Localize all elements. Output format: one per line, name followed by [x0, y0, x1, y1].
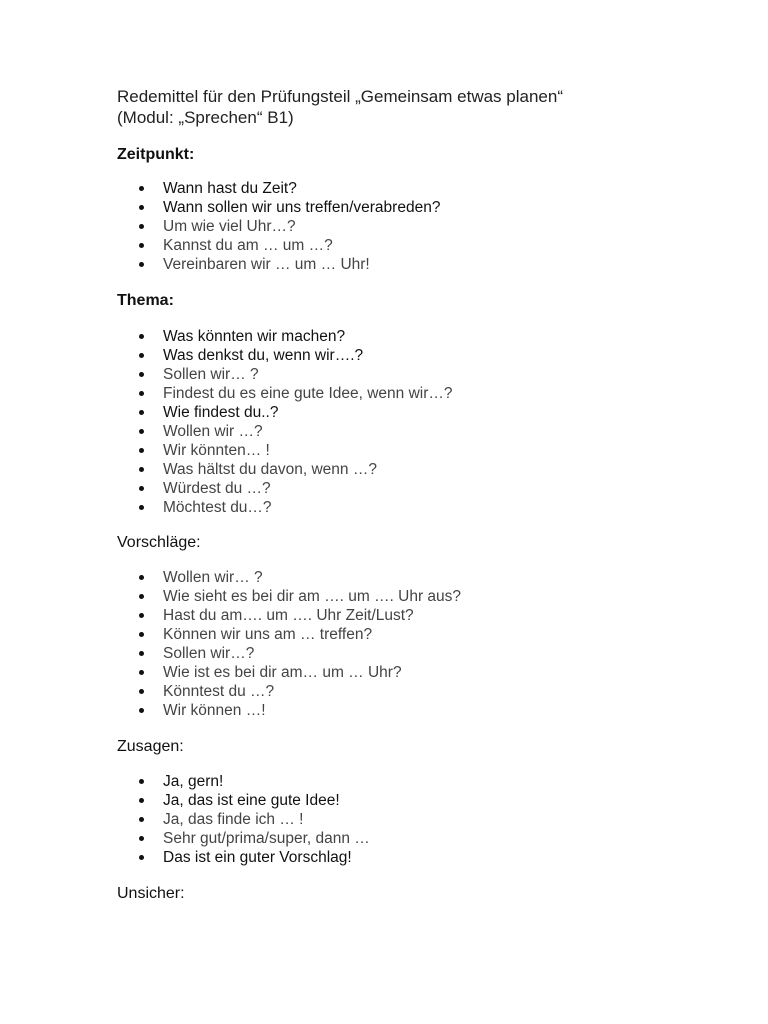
list-item: Was könnten wir machen?: [136, 327, 453, 346]
list-item: Sehr gut/prima/super, dann …: [136, 829, 370, 848]
bullet-icon: [139, 486, 144, 491]
list-item: Ja, das finde ich … !: [136, 810, 370, 829]
list-item: Das ist ein guter Vorschlag!: [136, 848, 370, 867]
section-heading-thema: Thema:: [117, 292, 174, 309]
bullet-icon: [139, 205, 144, 210]
list-item: Kannst du am … um …?: [136, 236, 440, 255]
list-item: Hast du am…. um …. Uhr Zeit/Lust?: [136, 606, 461, 625]
list-item: Um wie viel Uhr…?: [136, 217, 440, 236]
list-zusagen: [136, 772, 370, 867]
list-vorschlaege: [136, 568, 461, 720]
list-item: Sollen wir…?: [136, 644, 461, 663]
list-item: Wir könnten… !: [136, 441, 453, 460]
list-item: Ja, gern!: [136, 772, 370, 791]
section-heading-zeitpunkt: Zeitpunkt:: [117, 146, 195, 163]
title-line-1: Redemittel für den Prüfungsteil „Gemeinsam etwas planen“: [117, 87, 563, 106]
bullet-icon: [139, 391, 144, 396]
list-item: Wie findest du..?: [136, 403, 453, 422]
list-item: Würdest du …?: [136, 479, 453, 498]
title-line-2: (Modul: „Sprechen“ B1): [117, 108, 294, 127]
bullet-icon: [139, 798, 144, 803]
bullet-icon: [139, 779, 144, 784]
bullet-icon: [139, 372, 144, 377]
list-item: Wie sieht es bei dir am …. um …. Uhr aus?: [136, 587, 461, 606]
bullet-icon: [139, 836, 144, 841]
section-heading-zusagen: Zusagen:: [117, 738, 184, 755]
bullet-icon: [139, 855, 144, 860]
bullet-icon: [139, 429, 144, 434]
bullet-icon: [139, 632, 144, 637]
bullet-icon: [139, 575, 144, 580]
bullet-icon: [139, 353, 144, 358]
list-item: Wann hast du Zeit?: [136, 179, 440, 198]
list-zeitpunkt: [136, 179, 440, 274]
bullet-icon: [139, 670, 144, 675]
bullet-icon: [139, 262, 144, 267]
bullet-icon: [139, 243, 144, 248]
bullet-icon: [139, 651, 144, 656]
list-item: Könntest du …?: [136, 682, 461, 701]
bullet-icon: [139, 334, 144, 339]
bullet-icon: [139, 708, 144, 713]
list-item: Können wir uns am … treffen?: [136, 625, 461, 644]
bullet-icon: [139, 817, 144, 822]
bullet-icon: [139, 689, 144, 694]
list-item: Findest du es eine gute Idee, wenn wir…?: [136, 384, 453, 403]
list-item: Was denkst du, wenn wir….?: [136, 346, 453, 365]
list-item: Sollen wir… ?: [136, 365, 453, 384]
bullet-icon: [139, 613, 144, 618]
list-item: Wollen wir …?: [136, 422, 453, 441]
bullet-icon: [139, 224, 144, 229]
list-item: Wir können …!: [136, 701, 461, 720]
list-thema: [136, 327, 453, 517]
section-heading-vorschlaege: Vorschläge:: [117, 534, 201, 551]
bullet-icon: [139, 448, 144, 453]
document-title: [117, 86, 563, 128]
list-item: Wann sollen wir uns treffen/verabreden?: [136, 198, 440, 217]
list-item: Vereinbaren wir … um … Uhr!: [136, 255, 440, 274]
list-item: Möchtest du…?: [136, 498, 453, 517]
bullet-icon: [139, 594, 144, 599]
bullet-icon: [139, 467, 144, 472]
bullet-icon: [139, 186, 144, 191]
list-item: Wollen wir… ?: [136, 568, 461, 587]
bullet-icon: [139, 410, 144, 415]
section-heading-unsicher: Unsicher:: [117, 885, 185, 902]
list-item: Wie ist es bei dir am… um … Uhr?: [136, 663, 461, 682]
bullet-icon: [139, 505, 144, 510]
list-item: Was hältst du davon, wenn …?: [136, 460, 453, 479]
list-item: Ja, das ist eine gute Idee!: [136, 791, 370, 810]
